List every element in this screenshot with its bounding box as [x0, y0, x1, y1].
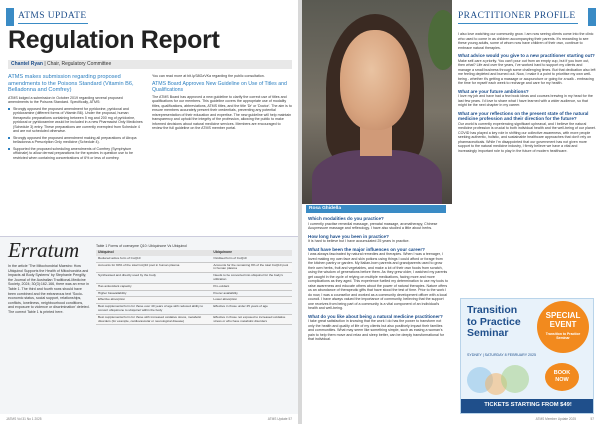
- page-footer-number: ATMS Update 57: [267, 417, 292, 421]
- event-dates: SYDNEY | SATURDAY 8 FEBRUARY 2025: [467, 353, 537, 357]
- interview-question: What are your future ambitions?: [458, 88, 529, 94]
- interview-answer: Make self-care a priority. You can't pour out from an empty cup, but if you burn out, then what? Life and over the years, I've worked hard to support my clients and manage a small business through some challenging times. But that dedication also left me feeling depleted and burned out. Now, I make it a point to prioritise my own well-being - whether it's getting a massage or acupuncture or going for a walk - embracing the time for myself each week to recharge and care for my health.: [458, 58, 596, 86]
- right-column-1: [308, 216, 448, 342]
- page-title: Regulation Report: [8, 26, 220, 54]
- page-footer: JATMS Vol 31 No 1 2025: [6, 417, 42, 421]
- author-role: | Chair, Regulatory Committee: [42, 61, 112, 67]
- left-column-1: [8, 74, 144, 162]
- erratum-title: Erratum: [8, 238, 80, 262]
- table-row: [96, 262, 292, 273]
- body-paragraph: ATMS lodged a submission in October 2019 regarding several proposed amendments to the Poisons Standard. Specifically, ATMS:: [8, 95, 123, 105]
- page-footer-number: 57: [590, 417, 594, 421]
- interview-question: What are your reflections on the present state of the natural medicine profession and their direction for the future?: [458, 110, 589, 122]
- table-header-cell: Ubiquinone: [211, 250, 292, 256]
- photo-caption: [306, 205, 446, 213]
- interview-question: What have been the major influences on your career?: [308, 246, 425, 252]
- bullet-item: Strongly opposed the proposed amendment making all preparations of Atropa belladonna a Prescription Only medicine (Schedule 4).: [8, 136, 144, 145]
- advert-headline-line: Transition: [467, 304, 518, 316]
- table-row: [96, 304, 292, 315]
- header-tab: [588, 8, 596, 26]
- subheading: ATMS Board Approves New Guideline on Use of Titles and Qualifications: [152, 80, 287, 93]
- table-cell: Reduced active form of CoQ10: [96, 256, 211, 262]
- tickets-text: TICKETS STARTING FROM $49!: [484, 402, 572, 408]
- ubiquinol-table: [96, 244, 292, 325]
- seminar-advert[interactable]: [460, 298, 594, 414]
- table-caption: Table 1 Forms of coenzyme Q10: Ubiquinone Vs Ubiquinol: [96, 244, 187, 248]
- table-row: [96, 297, 292, 304]
- section-header-text: ATMS UPDATE: [18, 11, 87, 21]
- right-column-2: [458, 32, 596, 153]
- badge-text: Transition to Practice: [545, 332, 581, 336]
- table-cell: Synthesised and directly used by the body: [96, 273, 211, 284]
- table-cell: Accounts for the remaining 9% of the total CoQ10 pool in human plasma: [211, 262, 292, 273]
- author-name: Chantel Ryan: [11, 61, 43, 67]
- interview-answer: I also love watching our community grow. I am now seeing clients come into the clinic who used to come in as children accompanying their parents. It's rewarding to see these young adults, some of whom now have children of their own, continue to embrace natural therapies.: [458, 32, 594, 50]
- header-rule: [458, 23, 578, 24]
- section-header: [6, 8, 126, 26]
- interview-answer: I take great satisfaction in knowing that the work I do has the power to transform not only the health and quality of life of my clients but also positively impact their families and communities. What may seem like something simple, such as easing a woman's pain to help them move and relax and sleep better, can be deeply transformational for that individual.: [308, 319, 445, 342]
- profile-photo: [302, 0, 452, 204]
- interview-answer: I currently practise remedial massage, prenatal massage, aromatherapy, Chinese Acupressure massage and reflexology. I have also studied a little about herbs.: [308, 221, 438, 231]
- section-header-text: PRACTITIONER PROFILE: [458, 11, 576, 21]
- lead-paragraph: ATMS makes submission regarding proposed amendments to the Poisons Standard (Vitamin B6, Belladonna and Comfrey): [8, 74, 134, 94]
- interview-question: What advice would you give to a new practitioner starting out?: [458, 53, 595, 58]
- caption-text: Rosa Ghidella: [309, 206, 341, 211]
- data-table: [96, 250, 292, 325]
- table-cell: Best supplemental form for those over 40 years of age with reduced ability to convert ubiquinone to ubiquinol within the body: [96, 304, 211, 315]
- badge-text: Seminar: [556, 336, 570, 340]
- interview-question: Which modalities do you practice?: [308, 216, 384, 221]
- interview-question: What do you like about being a natural medicine practitioner?: [308, 313, 443, 319]
- table-cell: Needs to be converted into ubiquinol for the body's utilization: [211, 273, 292, 284]
- advert-headline-line: Seminar: [467, 327, 509, 339]
- advert-headline-line: to Practice: [467, 315, 521, 328]
- table-cell: Effective in those not exposed to increased oxidative stress or who have metabolic disorders: [211, 314, 292, 325]
- table-cell: Has antioxidant capacity: [96, 283, 211, 290]
- table-row: [96, 290, 292, 297]
- table-row: [96, 314, 292, 325]
- body-paragraph: The ATMS Board has approved a new guideline to clarify the correct use of titles and qualifications for our members. This guideline covers the appropriate use of modality titles, qualifications, abbreviations, ATMS titles, and the title 'Dr' or 'Doctor'. The aim is to ensure members accurately present their credentials, preventing any potential misrepresentation of their education and expertise. The new guideline will help maintain transparency and uphold the integrity of the profession, allowing the public to make informed decisions about natural medicine services. Members are encouraged to review the full guideline on the ATMS member portal.: [152, 94, 292, 130]
- page-footer: ATMS Member Update 2025: [535, 417, 576, 421]
- table-row: [96, 273, 292, 284]
- table-cell: Poorer availability: [211, 290, 292, 297]
- interview-answer: I love my job and have had a few book ideas and courses brewing in my head for the last few years. I'd love to share what I have learned with a wider audience, so that might be the next chapter in my career.: [458, 94, 593, 108]
- interview-answer: I was always fascinated by natural remedies and therapies. When I was a teenager, I loved making my own face and skin potions using things I could afford or forage from the kitchen pantry or garden. My Italian-born parents and grandparents used to grow their own herbs, fruit and vegetables, and make a lot of their own foods from scratch, using the wisdom of generations before them. As they grew older, I watched my parents get caught in the cycle of relying on multiple medications, facing more and more complications as they aged. This experience fuelled my determination to use my tools to raise awareness and educate others about the power of natural therapies. Nature offers us an abundance of therapeutic gifts that have stood the test of time. Prior to the work I do now, I was a counsellor and worked as a community development officer with a local council. I have always valued the importance of community, believing that the support one receives from being part of a community is a vital component of an individual's health and well-being.: [308, 252, 448, 311]
- table-cell: Higher bioavailability: [96, 290, 211, 297]
- right-page: [302, 0, 600, 424]
- book-now-label: NOW: [555, 377, 569, 383]
- left-page: [0, 0, 298, 424]
- header-rule: [18, 23, 88, 24]
- erratum-text: In the article 'The Mitochondrial Maestro: How Ubiquinol Supports the Health of Mitochondria and Impacts all Body Systems' by Stephanie Pengilly, the Journal of the Australian Traditional-Medicine Society, 2024; 30(3):162-166, there was an error in Table 1. The third and fourth rows should have been combined and the extraneous text 'Socio-economic status, social support, relationships, conflicts, loneliness, neighbourhood conditions, and exposure to violence or discrimination' deleted. The correct Table 1 is printed here.: [8, 264, 90, 314]
- author-bar: [8, 60, 292, 69]
- badge-text: SPECIAL: [545, 311, 581, 320]
- table-cell: Effective in those under 25 years of age: [211, 304, 292, 315]
- interview-answer: It is hard to believe but I have accumulated 25 years in practice.: [308, 239, 410, 244]
- table-header-cell: Ubiquinol: [96, 250, 211, 256]
- interview-answer: Our world is currently experiencing significant upheaval, and I believe the natural medicine profession is crucial to both individual health and the well-being of our planet. COVID has played a key role in shifting our collective awareness, with more people seeking authentic, holistic, and sustainable healthcare approaches that don't rely on pharmaceuticals. While I'm disappointed that our government has not given more support to the natural medicine industry, I firmly believe we have a vital and increasingly important role to play in the future of modern healthcare.: [458, 121, 596, 153]
- bullet-list: [8, 107, 144, 161]
- table-cell: Oxidised form of CoQ10: [211, 256, 292, 262]
- header-tab: [6, 8, 14, 26]
- badge-text: EVENT: [549, 320, 577, 329]
- body-paragraph: You can read more at bit.ly/38GzVKa regarding the public consultation.: [152, 74, 265, 78]
- table-cell: Accounts for 90% of the total CoQ10 pool in human plasma: [96, 262, 211, 273]
- special-event-badge: [537, 301, 589, 353]
- decorative-shapes: [467, 365, 537, 395]
- table-cell: Best supplemental form for those with increased oxidative stress, metabolic disorders (for example, cardiovascular or neurological disease): [96, 314, 211, 325]
- book-now-label: BOOK: [553, 370, 571, 376]
- bullet-item: Supported the proposed scheduling amendments of Comfrey (Symphytum officinale) to allow dermal preparations for the species in question use to be restricted when containing concentrations of 6% or less of comfrey.: [8, 147, 144, 161]
- left-column-2: [152, 74, 292, 133]
- table-cell: Pro-oxidant: [211, 283, 292, 290]
- table-row: [96, 283, 292, 290]
- author-line: [11, 61, 111, 67]
- table-cell: Effective absorption: [96, 297, 211, 304]
- book-now-button[interactable]: [545, 363, 579, 391]
- advert-headline: [467, 305, 521, 340]
- section-header: [458, 8, 596, 26]
- interview-question: How long have you been in practice?: [308, 233, 389, 239]
- tickets-strip: [461, 399, 594, 413]
- table-cell: Lower absorption: [211, 297, 292, 304]
- bullet-item: Strongly opposed the proposed amendment for pyridoxine, pyridoxal and pyridoxamine (different forms of Vitamin B6). Under the proposal, human therapeutic preparations containing between 5 mg and 200 mg of pyridoxine, pyridoxal or pyridoxamine would be included in a new Pharmacist Only Medicines (Schedule 3) entry. These preparations are currently exempted from Schedule 4 and are not scheduled otherwise.: [8, 107, 144, 134]
